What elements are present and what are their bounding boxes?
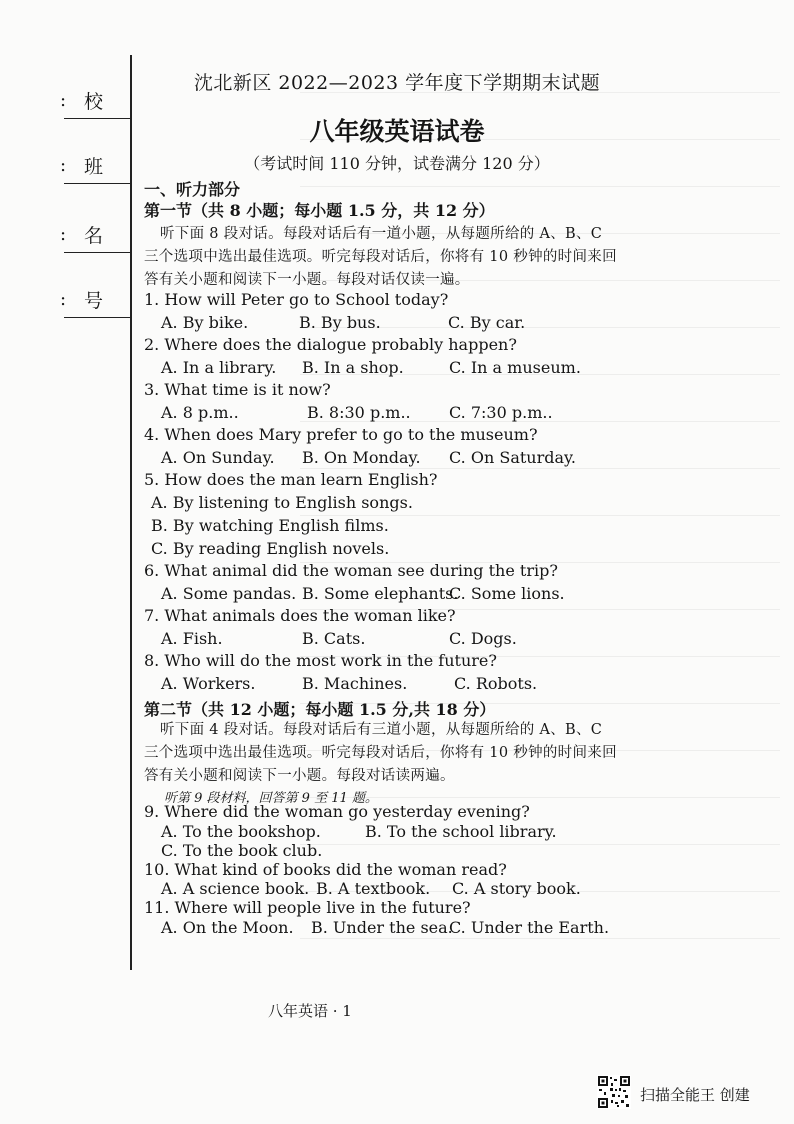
question-text: 1. How will Peter go to School today?: [144, 290, 449, 309]
question-text: 7. What animals does the woman like?: [144, 606, 456, 625]
margin-label-number: 号: [84, 290, 104, 312]
question-text: 4. When does Mary prefer to go to the museum?: [144, 425, 538, 444]
option-c: C. Robots.: [454, 674, 538, 693]
binding-line: [130, 55, 132, 970]
option-c: C. To the book club.: [161, 841, 323, 860]
instruction-line: 答有关小题和阅读下一小题。每段对话仅读一遍。: [144, 272, 470, 288]
margin-underline: [64, 317, 130, 318]
option-b: B. By bus.: [299, 313, 381, 332]
option-b: B. In a shop.: [302, 358, 404, 377]
instruction-line: 三个选项中选出最佳选项。听完每段对话后，你将有 10 秒钟的时间来回: [144, 249, 617, 265]
instruction-line: 听下面 4 段对话。每段对话后有三道小题，从每题所给的 A、B、C: [160, 722, 603, 738]
margin-underline: [64, 183, 130, 184]
option-b: B. Under the sea.: [311, 918, 453, 937]
margin-label-name: 名: [84, 225, 104, 247]
option-a: A. On the Moon.: [161, 918, 294, 937]
option-a: A. A science book.: [161, 879, 310, 898]
page-number: 八年英语 · 1: [268, 1002, 352, 1020]
scanner-watermark: 扫描全能王 创建: [640, 1086, 750, 1104]
question-text: 6. What animal did the woman see during the trip?: [144, 561, 558, 580]
option-a: A. By bike.: [161, 313, 249, 332]
option-b: B. 8:30 p.m..: [307, 403, 411, 422]
option-a: A. By listening to English songs.: [151, 493, 413, 512]
question-text: 2. Where does the dialogue probably happen?: [144, 335, 517, 354]
question-text: 10. What kind of books did the woman read?: [144, 860, 507, 879]
question-text: 5. How does the man learn English?: [144, 470, 438, 489]
section-1-heading: 第一节（共 8 小题；每小题 1.5 分，共 12 分）: [144, 201, 495, 220]
instruction-line: 三个选项中选出最佳选项。听完每段对话后，你将有 10 秒钟的时间来回: [144, 745, 617, 761]
option-a: A. Workers.: [161, 674, 256, 693]
margin-label-school: 校: [84, 91, 104, 113]
section-2-heading: 第二节（共 12 小题；每小题 1.5 分,共 18 分）: [144, 700, 496, 719]
option-c: C. Some lions.: [449, 584, 565, 603]
option-c: C. A story book.: [452, 879, 581, 898]
margin-colon: :: [60, 90, 67, 111]
exam-title: 沈北新区 2022—2023 学年度下学期期末试题: [193, 72, 601, 94]
option-a: A. Fish.: [161, 629, 223, 648]
option-b: B. Machines.: [302, 674, 408, 693]
question-text: 3. What time is it now?: [144, 380, 331, 399]
option-c: C. Dogs.: [449, 629, 517, 648]
option-b: B. To the school library.: [365, 822, 557, 841]
option-c: C. In a museum.: [449, 358, 581, 377]
margin-colon: :: [60, 155, 67, 176]
option-b: B. Cats.: [302, 629, 366, 648]
option-c: C. Under the Earth.: [449, 918, 610, 937]
exam-subject-title: 八年级英语试卷: [309, 117, 485, 146]
option-a: A. Some pandas.: [161, 584, 297, 603]
option-c: C. By car.: [448, 313, 526, 332]
option-c: C. 7:30 p.m..: [449, 403, 553, 422]
question-text: 8. Who will do the most work in the future?: [144, 651, 497, 670]
qr-code-icon: [597, 1075, 631, 1109]
option-c: C. On Saturday.: [449, 448, 577, 467]
exam-time-info: （考试时间 110 分钟，试卷满分 120 分）: [244, 154, 550, 173]
margin-colon: :: [60, 289, 67, 310]
instruction-line: 答有关小题和阅读下一小题。每段对话读两遍。: [144, 768, 455, 784]
listening-note: 听第 9 段材料，回答第 9 至 11 题。: [164, 791, 378, 806]
question-text: 9. Where did the woman go yesterday evening?: [144, 802, 530, 821]
margin-label-class: 班: [84, 156, 104, 178]
option-a: A. On Sunday.: [161, 448, 275, 467]
option-b: B. By watching English films.: [151, 516, 389, 535]
option-a: A. To the bookshop.: [161, 822, 321, 841]
option-a: A. 8 p.m..: [161, 403, 239, 422]
option-b: B. A textbook.: [316, 879, 431, 898]
option-c: C. By reading English novels.: [151, 539, 390, 558]
instruction-line: 听下面 8 段对话。每段对话后有一道小题，从每题所给的 A、B、C: [160, 226, 603, 242]
question-text: 11. Where will people live in the future?: [144, 898, 471, 917]
option-a: A. In a library.: [161, 358, 277, 377]
margin-underline: [64, 252, 130, 253]
section-heading: 一、听力部分: [144, 180, 241, 199]
option-b: B. Some elephants.: [302, 584, 459, 603]
option-b: B. On Monday.: [302, 448, 421, 467]
margin-colon: :: [60, 224, 67, 245]
